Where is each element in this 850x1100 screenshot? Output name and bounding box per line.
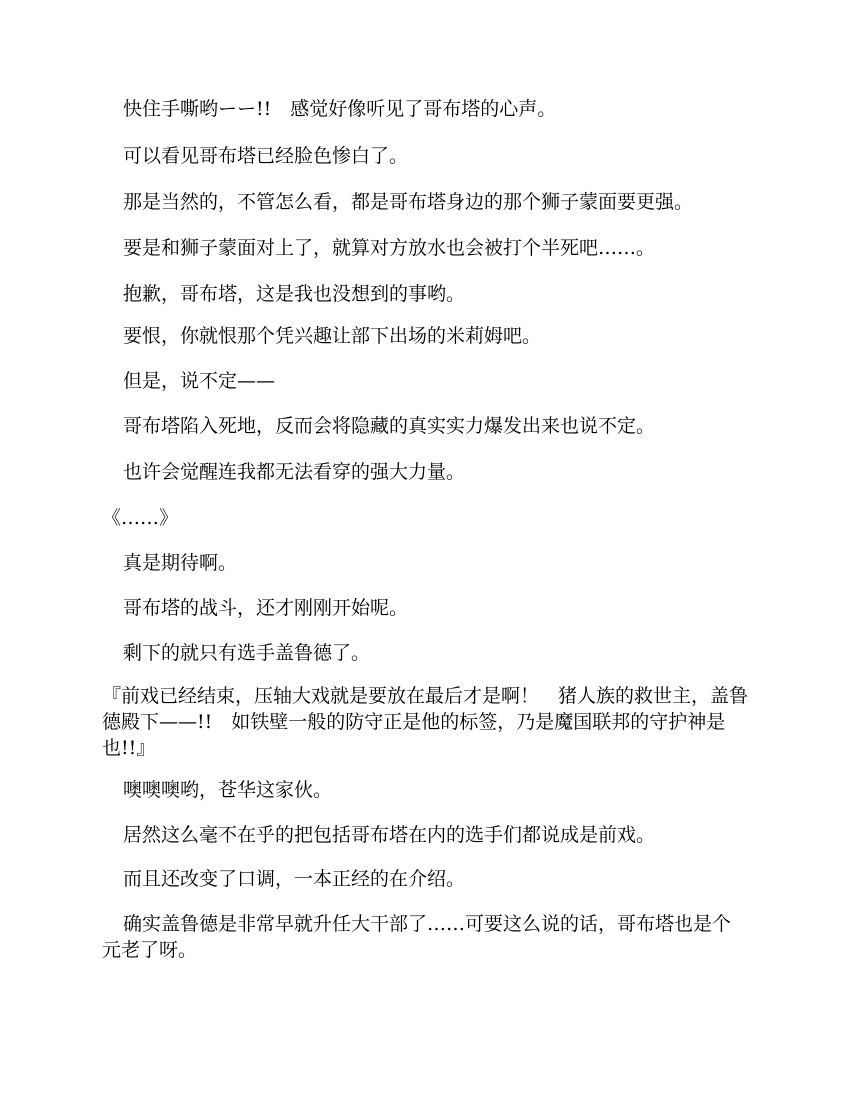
- paragraph-16: 居然这么毫不在乎的把包括哥布塔在内的选手们都说成是前戏。: [123, 824, 656, 846]
- paragraph-6: 要恨，你就恨那个凭兴趣让部下出场的米莉姆吧。: [123, 325, 542, 347]
- paragraph-4: 要是和狮子蒙面对上了，就算对方放水也会被打个半死吧……。: [123, 237, 656, 259]
- paragraph-10: 《……》: [102, 507, 179, 529]
- paragraph-15: 噢噢噢哟，苍华这家伙。: [123, 779, 333, 801]
- paragraph-1: 快住手嘶哟ーー!! 感觉好像听见了哥布塔的心声。: [123, 98, 557, 120]
- paragraph-2: 可以看见哥布塔已经脸色惨白了。: [123, 145, 409, 167]
- paragraph-12: 哥布塔的战斗，还才刚刚开始呢。: [123, 597, 409, 619]
- paragraph-17: 而且还改变了口调，一本正经的在介绍。: [123, 868, 466, 890]
- paragraph-5: 抱歉，哥布塔，这是我也没想到的事哟。: [123, 283, 466, 305]
- paragraph-13: 剩下的就只有选手盖鲁德了。: [123, 642, 371, 664]
- paragraph-7: 但是，说不定——: [123, 370, 276, 392]
- paragraph-9: 也许会觉醒连我都无法看穿的强大力量。: [123, 461, 466, 483]
- paragraph-14: 『前戏已经结束，压轴大戏就是要放在最后才是啊！ 猪人族的救世主，盖鲁德殿下——!! 如铁壁一般的防守正是他的标签，乃是魔国联邦的守护神是也!!』: [102, 685, 749, 759]
- paragraph-3: 那是当然的，不管怎么看，都是哥布塔身边的那个狮子蒙面要更强。: [123, 191, 694, 213]
- paragraph-18: 确实盖鲁德是非常早就升任大干部了……可要这么说的话，哥布塔也是个元老了呀。: [102, 913, 732, 961]
- paragraph-8: 哥布塔陷入死地，反而会将隐藏的真实实力爆发出来也说不定。: [123, 415, 656, 437]
- paragraph-11: 真是期待啊。: [123, 552, 238, 574]
